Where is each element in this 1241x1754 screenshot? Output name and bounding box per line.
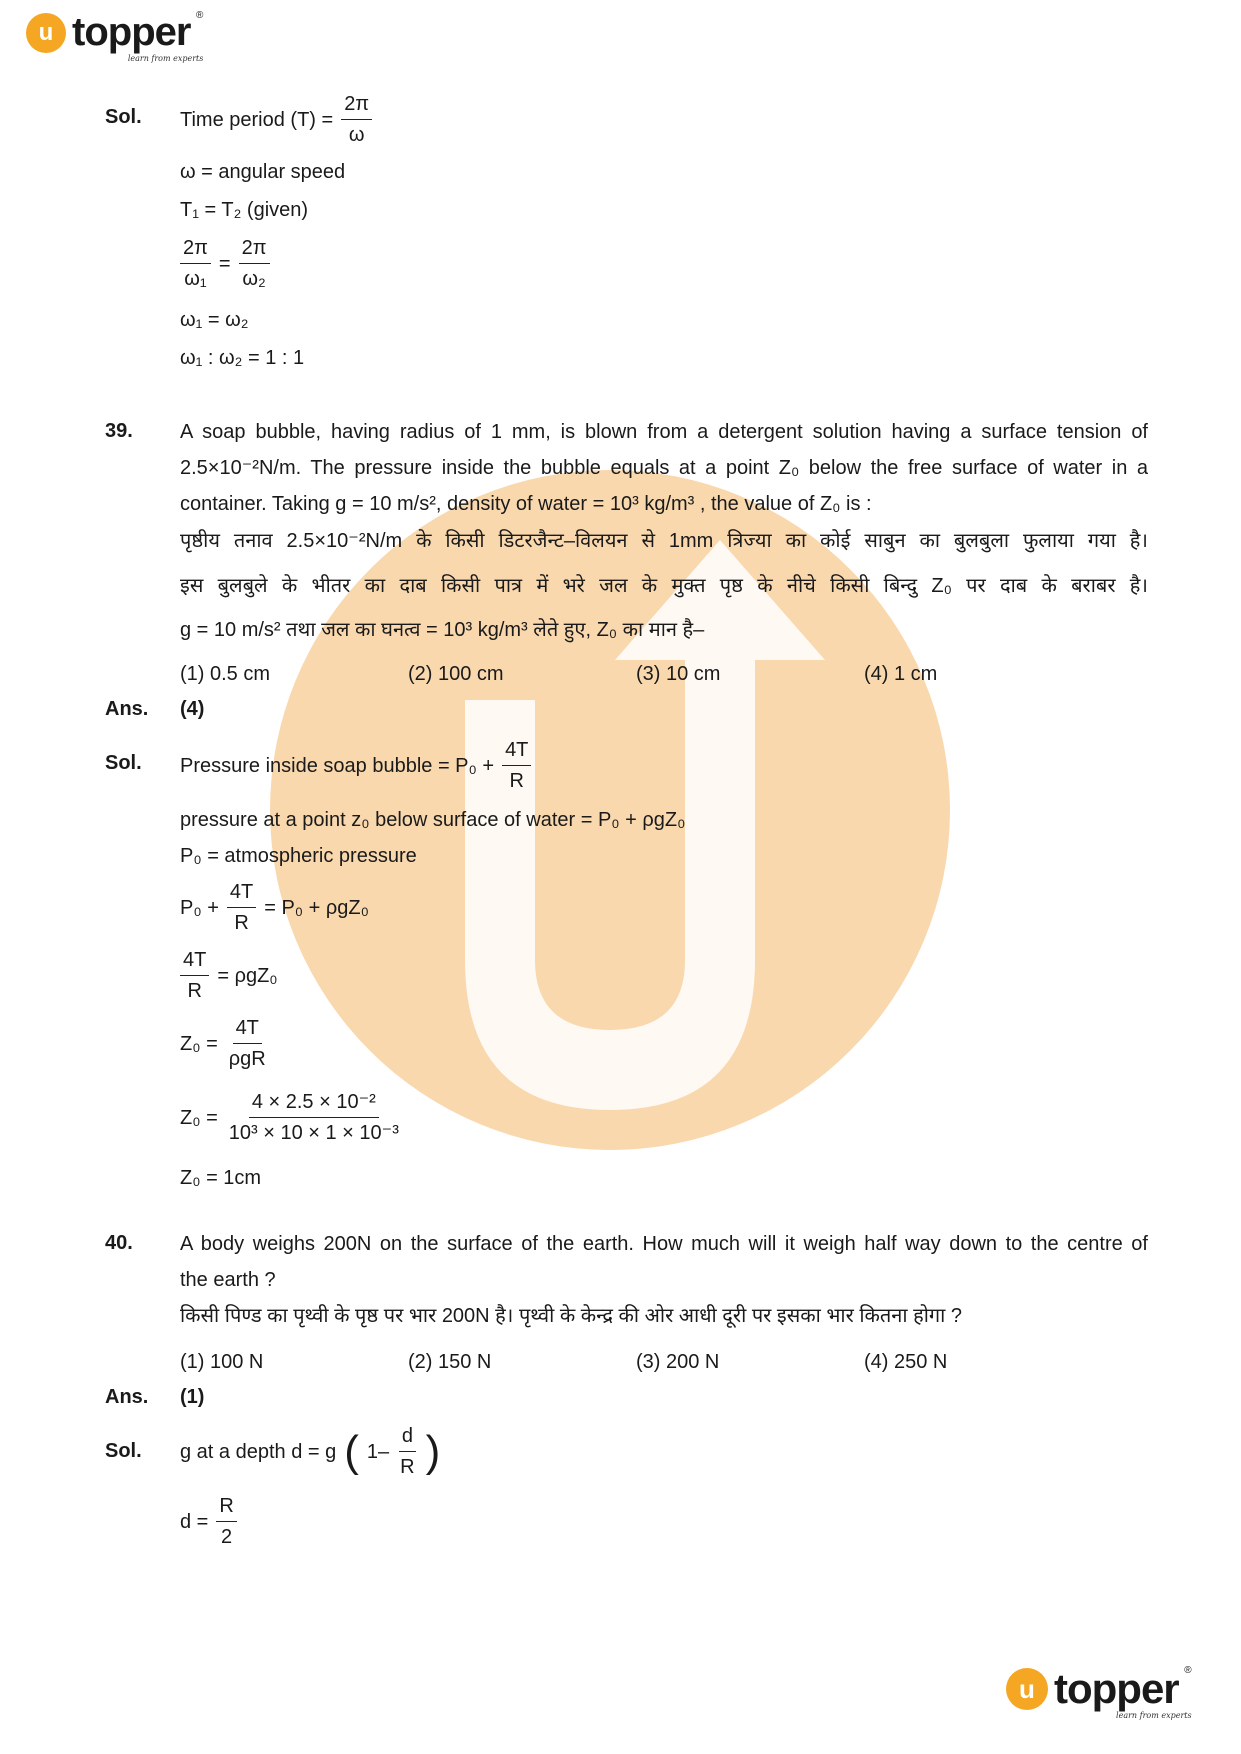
logo-tagline: learn from experts [127, 54, 204, 63]
question-text-hi: g = 10 m/s² तथा जल का घनत्व = 10³ kg/m³ लेते हुए, Z₀ का मान है– [180, 619, 705, 641]
z0-result: Z₀ = 1cm [180, 1167, 262, 1189]
fraction: $\frac{4T}{R}$ [227, 880, 256, 935]
t-equal-line: T₁ = T₂ (given) [180, 199, 309, 221]
omega-equal-line: ω₁ = ω₂ [180, 309, 249, 331]
option: (4) 1 cm [864, 663, 938, 685]
z0-formula: Z₀ = $\frac{4T}{\text{ρgR}}$ [180, 1016, 269, 1071]
omega-ratio-equation: $\frac{2\pi}{\text{ω₁}}$ = $\frac{2\pi}{\text{ω₂}}$ [180, 236, 270, 291]
answer-value: (4) [180, 698, 205, 720]
question-text-hi: पृष्ठीय तनाव 2.5×10⁻²N/m के किसी डिटरजैन्ट–विलयन से 1mm त्रिज्या का कोई साबुन का बुलबुला फुलाया गया है। [180, 530, 1148, 552]
omega-ratio-line: ω₁ : ω₂ = 1 : 1 [180, 347, 305, 369]
option: (3) 200 N [636, 1351, 720, 1373]
simplified-equation: $\frac{4T}{R}$ = ρgZ₀ [180, 948, 278, 1003]
option: (1) 100 N [180, 1351, 264, 1373]
question-number: 39. [105, 420, 133, 442]
fraction: $\frac{2\pi}{\omega}$ [341, 92, 372, 147]
right-paren: ) [425, 1426, 441, 1476]
logo-text: topper [72, 10, 191, 54]
fraction: $\frac{4T}{R}$ [180, 948, 209, 1003]
question-text-en: the earth ? [180, 1269, 276, 1291]
fraction: $\frac{d}{R}$ [400, 1425, 415, 1478]
registered-mark: ® [1184, 1665, 1192, 1676]
ans-label: Ans. [105, 1386, 149, 1408]
atmospheric-line: P₀ = atmospheric pressure [180, 845, 417, 867]
option: (2) 100 cm [408, 663, 504, 685]
registered-mark: ® [196, 10, 204, 21]
pressure-point-line: pressure at a point z₀ below surface of water = P₀ + ρgZ₀ [180, 809, 686, 831]
answer-value: (1) [180, 1386, 205, 1408]
fraction: $\frac{2\pi}{\text{ω₁}}$ [180, 236, 211, 291]
u-circle-icon: u [1006, 1668, 1048, 1710]
fraction: $\frac{4T}{R}$ [502, 738, 531, 793]
left-paren: ( [344, 1426, 359, 1476]
fraction: $\frac{2\pi}{\text{ω₂}}$ [239, 236, 270, 291]
sol-label: Sol. [105, 1440, 142, 1462]
fraction: $\frac{R}{2}$ [216, 1494, 236, 1549]
question-number: 40. [105, 1232, 133, 1254]
pressure-equation: P₀ + $\frac{4T}{R}$ = P₀ + ρgZ₀ [180, 881, 369, 934]
ans-label: Ans. [105, 698, 149, 720]
sol-label: Sol. [105, 106, 142, 128]
header-logo [26, 10, 204, 63]
option: (3) 10 cm [636, 663, 721, 685]
option: (4) 250 N [864, 1351, 948, 1373]
sol-label: Sol. [105, 752, 142, 774]
question-text-hi: किसी पिण्ड का पृथ्वी के पृष्ठ पर भार 200N है। पृथ्वी के केन्द्र की ओर आधी दूरी पर इसका भार कितना होगा ? [180, 1305, 963, 1327]
question-text-en: A body weighs 200N on the surface of the earth. How much will it weigh half way down to the centre of [180, 1233, 1148, 1255]
option: (2) 150 N [408, 1351, 492, 1373]
pressure-inside-line: Pressure inside soap bubble = P₀ + $\frac{4T}{R}$ [180, 738, 531, 793]
u-circle-icon: u [26, 13, 66, 53]
z0-substitution: Z₀ = $\frac{\text{4 × 2.5 × 10⁻²}}{\text{10³ × 10 × 1 × 10⁻³}}$ [180, 1090, 402, 1145]
options-row [180, 1350, 1092, 1374]
question-text-hi: इस बुलबुले के भीतर का दाब किसी पात्र में भरे जल के मुक्त पृष्ठ के नीचे किसी बिन्दु Z₀ पर दाब के बराबर है। [180, 575, 1148, 597]
options-row [180, 662, 1092, 686]
time-period-text: Time period (T) = [180, 108, 334, 131]
logo-tagline: learn from experts [1116, 1711, 1192, 1720]
d-value: d = $\frac{R}{2}$ [180, 1494, 237, 1549]
time-period-line [180, 92, 372, 147]
question-text-en: A soap bubble, having radius of 1 mm, is blown from a detergent solution having a surface tension of [180, 421, 1148, 443]
g-depth-formula: g at a depth d = g ( 1– $\frac{d}{R}$ ) [180, 1425, 441, 1478]
footer-logo [1006, 1665, 1192, 1720]
question-text-en: container. Taking g = 10 m/s², density of water = 10³ kg/m³ , the value of Z₀ is : [180, 493, 872, 515]
question-text-en: 2.5×10⁻²N/m. The pressure inside the bubble equals at a point Z₀ below the free surface of water in a [180, 457, 1148, 479]
option: (1) 0.5 cm [180, 663, 271, 685]
fraction: $\frac{4T}{\text{ρgR}}$ [228, 1017, 266, 1070]
fraction: $\frac{\text{4 × 2.5 × 10⁻²}}{\text{10³ × 10 × 1 × 10⁻³}}$ [228, 1091, 399, 1144]
angular-speed-line: ω = angular speed [180, 161, 346, 183]
logo-text: topper [1054, 1665, 1179, 1712]
